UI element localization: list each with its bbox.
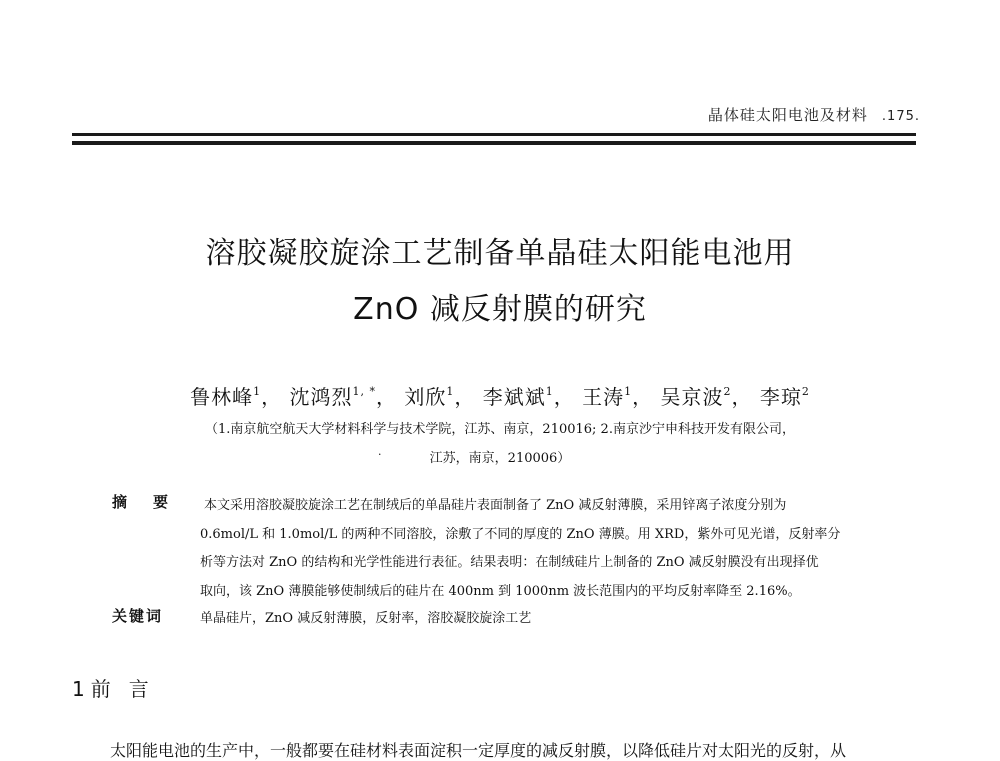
header-rule-thick <box>72 141 916 145</box>
paper-title-line-2: ZnO 减反射膜的研究 <box>353 292 647 327</box>
author: 李琼 <box>759 385 802 409</box>
section-heading <box>72 673 167 702</box>
author-affiliation-mark: 1 <box>253 385 262 398</box>
author-affiliation-mark: 1 <box>545 385 554 398</box>
affiliation-line-2: 江苏，南京，210006） <box>429 451 571 466</box>
author: 沈鸿烈 <box>289 385 353 409</box>
header-rule-thin <box>72 133 916 136</box>
page-number: .175. <box>881 109 920 124</box>
journal-section-name: 晶体硅太阳电池及材料 <box>707 106 868 124</box>
keywords-label: 关键词 <box>112 607 164 625</box>
abstract-label: 摘要 <box>112 493 195 511</box>
author-affiliation-mark: 2 <box>801 385 810 398</box>
author: 李斌斌 <box>482 385 546 409</box>
affiliation-line-1: （1.南京航空航天大学材料科学与技术学院，江苏、南京，210016; 2.南京沙宁申科技开发有限公司， <box>205 422 795 437</box>
author: 王涛 <box>582 385 625 409</box>
section-number: 1 <box>72 677 85 701</box>
author: 吴京波 <box>660 385 724 409</box>
author-affiliation-mark: 2 <box>723 385 732 398</box>
keywords-text: 单晶硅片，ZnO 减反射薄膜，反射率，溶胶凝胶旋涂工艺 <box>200 611 532 626</box>
author-affiliation-mark: 1, * <box>352 385 377 398</box>
abstract-line: 取向，该 ZnO 薄膜能够使制绒后的硅片在 400nm 到 1000nm 波长范围内的平均反射率降至 2.16%。 <box>200 583 801 599</box>
stray-dot: · <box>378 448 382 461</box>
author-affiliation-mark: 1 <box>446 385 455 398</box>
abstract-line: 析等方法对 ZnO 的结构和光学性能进行表征。结果表明：在制绒硅片上制备的 ZnO 减反射膜没有出现择优 <box>200 555 819 570</box>
abstract-line: 0.6mol/L 和 1.0mol/L 的两种不同溶胶，涂敷了不同的厚度的 ZnO 薄膜。用 XRD，紫外可见光谱，反射率分 <box>200 526 841 542</box>
author-affiliation-mark: 1 <box>624 385 633 398</box>
paper-title-line-1: 溶胶凝胶旋涂工艺制备单晶硅太阳能电池用 <box>205 236 795 271</box>
abstract-text <box>200 492 920 606</box>
abstract-line: 本文采用溶胶凝胶旋涂工艺在制绒后的单晶硅片表面制备了 ZnO 减反射薄膜，采用锌离子浓度分别为 <box>204 498 787 513</box>
author: 鲁林峰 <box>190 385 254 409</box>
author: 刘欣 <box>404 385 447 409</box>
running-header <box>708 104 920 125</box>
body-paragraph-line: 太阳能电池的生产中，一般都要在硅材料表面淀积一定厚度的减反射膜，以降低硅片对太阳光的反射，从 <box>110 741 847 760</box>
section-title: 前言 <box>90 677 167 701</box>
author-list: 鲁林峰$^1$， 沈鸿烈$^{1, *}$， 刘欣$^1$， 李斌斌$^1$， 王涛$^1$， 吴京波$^2$， 李琼$^2$ <box>190 385 810 409</box>
